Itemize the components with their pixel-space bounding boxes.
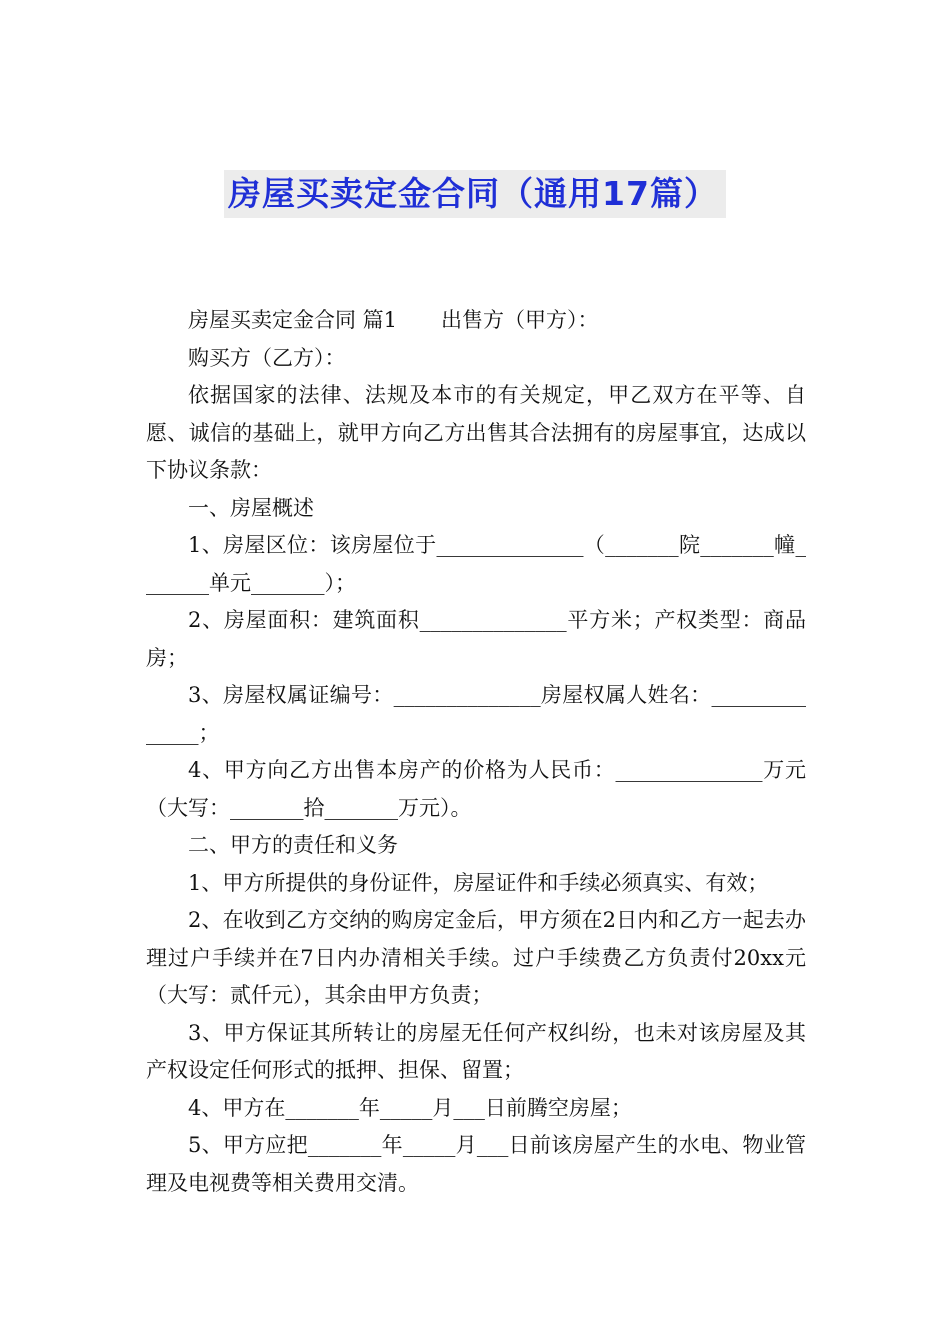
- document-body: [146, 302, 806, 1202]
- section-heading-seller-duties: 二、甲方的责任和义务: [188, 833, 398, 857]
- buyer-label: 购买方（乙方）：: [188, 345, 346, 370]
- clause-transfer: 2、在收到乙方交纳的购房定金后，甲方须在2日内和乙方一起去办理过户手续并在7日内办清相关手续。过户手续费乙方负责付20xx元（大写：贰仟元），其余由甲方负责；: [146, 908, 806, 1007]
- clause-no-dispute: 3、甲方保证其所转让的房屋无任何产权纠纷，也未对该房屋及其产权设定任何形式的抵押、担保、留置；: [146, 1020, 806, 1082]
- clause-certificate: 3、房屋权属证编号：______________房屋权属人姓名：______________；: [146, 683, 806, 745]
- clause-utilities: 5、甲方应把_______年_____月___日前该房屋产生的水电、物业管理及电视费等相关费用交清。: [146, 1133, 806, 1195]
- paragraph-heading-contract-1: [146, 302, 806, 340]
- clause-area: 2、房屋面积：建筑面积______________平方米；产权类型：商品房；: [146, 608, 806, 670]
- contract-section-title: 房屋买卖定金合同 篇1: [188, 308, 398, 332]
- section-heading-overview: 一、房屋概述: [188, 495, 314, 520]
- document-title: 房屋买卖定金合同（通用17篇）: [224, 170, 726, 218]
- clause-price: 4、甲方向乙方出售本房产的价格为人民币：______________万元（大写：_______拾_______万元）。: [146, 758, 806, 820]
- paragraph-preamble: 依据国家的法律、法规及本市的有关规定，甲乙双方在平等、自愿、诚信的基础上，就甲方向乙方出售其合法拥有的房屋事宜，达成以下协议条款：: [146, 383, 806, 482]
- title-container: [0, 170, 950, 218]
- clause-location: 1、房屋区位：该房屋位于______________（_______院_______幢_______单元_______）；: [146, 533, 806, 595]
- clause-vacate: 4、甲方在_______年_____月___日前腾空房屋；: [188, 1095, 632, 1120]
- seller-label: 出售方（甲方）：: [441, 308, 599, 332]
- clause-documents: 1、甲方所提供的身份证件，房屋证件和手续必须真实、有效；: [188, 870, 769, 895]
